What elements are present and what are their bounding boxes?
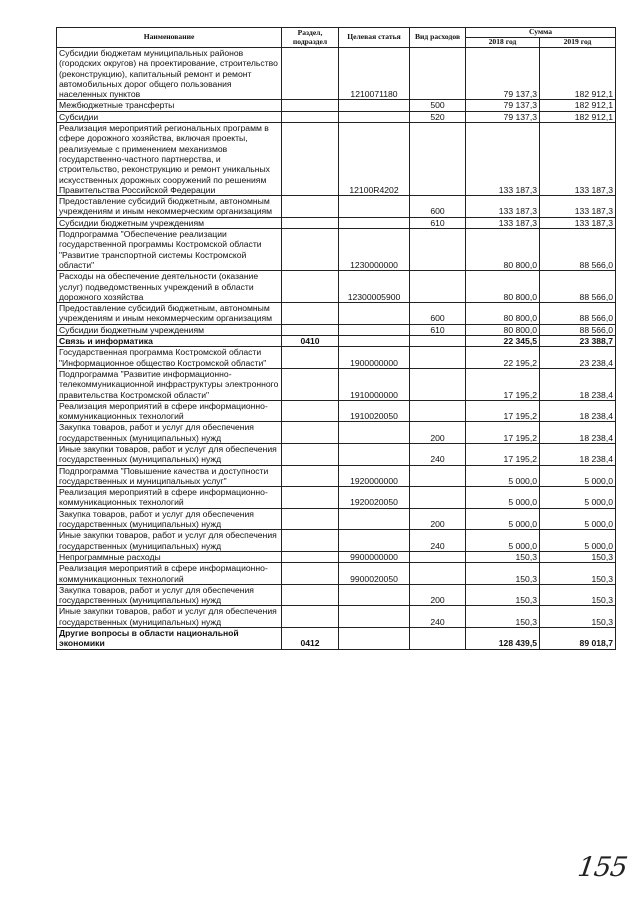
row-sum-2018: 133 187,3	[466, 123, 540, 196]
table-row	[57, 422, 616, 444]
row-expense-type	[410, 563, 466, 585]
table-row	[57, 465, 616, 487]
row-sum-2019: 88 566,0	[540, 229, 616, 271]
row-name: Субсидии	[57, 111, 282, 122]
table-row	[57, 196, 616, 218]
row-expense-type: 240	[410, 530, 466, 552]
row-sum-2019: 18 238,4	[540, 443, 616, 465]
row-expense-type	[410, 48, 466, 100]
row-sum-2019: 182 912,1	[540, 48, 616, 100]
table-row	[57, 443, 616, 465]
row-sum-2018: 79 137,3	[466, 111, 540, 122]
row-section	[282, 196, 339, 218]
table-row	[57, 508, 616, 530]
row-expense-type: 200	[410, 508, 466, 530]
table-header	[57, 28, 616, 48]
row-section	[282, 48, 339, 100]
row-expense-type: 610	[410, 324, 466, 335]
row-section	[282, 530, 339, 552]
header-section: Раздел, подраздел	[282, 28, 339, 48]
table-row	[57, 368, 616, 400]
row-section	[282, 347, 339, 369]
row-name: Связь и информатика	[57, 336, 282, 347]
row-name: Другие вопросы в области национальной экономики	[57, 628, 282, 650]
row-sum-2019: 18 238,4	[540, 368, 616, 400]
row-expense-type: 610	[410, 217, 466, 228]
row-sum-2018: 80 800,0	[466, 229, 540, 271]
row-sum-2019: 182 912,1	[540, 100, 616, 111]
row-sum-2019: 133 187,3	[540, 123, 616, 196]
row-sum-2019: 5 000,0	[540, 465, 616, 487]
table-body	[57, 48, 616, 650]
row-sum-2019: 23 238,4	[540, 347, 616, 369]
row-section	[282, 400, 339, 422]
row-target-article: 1230000000	[339, 229, 410, 271]
row-target-article	[339, 111, 410, 122]
page-number: 155	[575, 852, 629, 883]
header-name: Наименование	[57, 28, 282, 48]
row-section	[282, 443, 339, 465]
budget-table	[56, 27, 616, 650]
row-section	[282, 584, 339, 606]
row-sum-2018: 22 195,2	[466, 347, 540, 369]
row-sum-2018: 5 000,0	[466, 530, 540, 552]
row-expense-type	[410, 628, 466, 650]
row-target-article	[339, 584, 410, 606]
table-row	[57, 217, 616, 228]
row-sum-2018: 80 800,0	[466, 324, 540, 335]
row-sum-2018: 79 137,3	[466, 48, 540, 100]
row-sum-2019: 150,3	[540, 584, 616, 606]
table-row	[57, 487, 616, 509]
row-name: Расходы на обеспечение деятельности (оказание услуг) подведомственных учреждений в области дорожного хозяйства	[57, 271, 282, 303]
row-name: Реализация мероприятий в сфере информационно-коммуникационных технологий	[57, 487, 282, 509]
row-section	[282, 123, 339, 196]
row-sum-2019: 18 238,4	[540, 422, 616, 444]
row-target-article	[339, 217, 410, 228]
table-row	[57, 111, 616, 122]
row-section	[282, 465, 339, 487]
row-target-article: 1920000000	[339, 465, 410, 487]
header-year-2019: 2019 год	[540, 38, 616, 48]
header-article: Целевая статья	[339, 28, 410, 48]
row-section	[282, 229, 339, 271]
row-target-article	[339, 303, 410, 325]
row-target-article: 1910000000	[339, 368, 410, 400]
row-target-article: 9900020050	[339, 563, 410, 585]
row-name: Субсидии бюджетам муниципальных районов (городских округов) на проектирование, строительство (реконструкцию), капитальный ремонт и ремонт автомобильных дорог общего пользования населенных пунктов	[57, 48, 282, 100]
table-row	[57, 123, 616, 196]
row-sum-2019: 88 566,0	[540, 271, 616, 303]
row-sum-2018: 5 000,0	[466, 508, 540, 530]
row-section	[282, 487, 339, 509]
row-expense-type	[410, 400, 466, 422]
row-sum-2018: 80 800,0	[466, 303, 540, 325]
row-sum-2018: 17 195,2	[466, 400, 540, 422]
row-expense-type: 600	[410, 303, 466, 325]
table-row	[57, 271, 616, 303]
row-sum-2018: 133 187,3	[466, 196, 540, 218]
row-sum-2019: 150,3	[540, 606, 616, 628]
row-expense-type: 520	[410, 111, 466, 122]
row-expense-type: 500	[410, 100, 466, 111]
row-name: Закупка товаров, работ и услуг для обеспечения государственных (муниципальных) нужд	[57, 584, 282, 606]
row-sum-2018: 17 195,2	[466, 443, 540, 465]
row-name: Реализация мероприятий региональных программ в сфере дорожного хозяйства, включая проекты, реализуемые с применением механизмов государственно-частного партнерства, и строительство, реконструкцию и ремонт уникальных искусственных дорожных сооружений по решениям Правительства Российской Федерации	[57, 123, 282, 196]
row-expense-type	[410, 487, 466, 509]
row-sum-2018: 22 345,5	[466, 336, 540, 347]
row-sum-2019: 182 912,1	[540, 111, 616, 122]
table-row	[57, 229, 616, 271]
row-expense-type	[410, 336, 466, 347]
row-name: Иные закупки товаров, работ и услуг для обеспечения государственных (муниципальных) нужд	[57, 606, 282, 628]
row-target-article	[339, 628, 410, 650]
row-name: Подпрограмма "Обеспечение реализации государственной программы Костромской области "Развитие транспортной системы Костромской области"	[57, 229, 282, 271]
table-row	[57, 48, 616, 100]
row-sum-2019: 133 187,3	[540, 196, 616, 218]
row-expense-type	[410, 123, 466, 196]
row-target-article	[339, 324, 410, 335]
row-sum-2018: 79 137,3	[466, 100, 540, 111]
table-row	[57, 551, 616, 562]
row-target-article	[339, 606, 410, 628]
header-expense: Вид расходов	[410, 28, 466, 48]
row-section	[282, 217, 339, 228]
row-name: Реализация мероприятий в сфере информационно-коммуникационных технологий	[57, 563, 282, 585]
row-name: Предоставление субсидий бюджетным, автономным учреждениям и иным некоммерческим организациям	[57, 196, 282, 218]
row-sum-2019: 88 566,0	[540, 303, 616, 325]
row-section	[282, 111, 339, 122]
row-target-article: 1910020050	[339, 400, 410, 422]
row-sum-2018: 150,3	[466, 563, 540, 585]
row-sum-2019: 5 000,0	[540, 508, 616, 530]
row-expense-type: 200	[410, 422, 466, 444]
row-sum-2019: 150,3	[540, 563, 616, 585]
row-name: Субсидии бюджетным учреждениям	[57, 217, 282, 228]
row-expense-type: 600	[410, 196, 466, 218]
row-name: Подпрограмма "Повышение качества и доступности государственных и муниципальных услуг"	[57, 465, 282, 487]
row-sum-2019: 88 566,0	[540, 324, 616, 335]
table-row	[57, 628, 616, 650]
table-row	[57, 584, 616, 606]
header-year-2018: 2018 год	[466, 38, 540, 48]
row-sum-2018: 5 000,0	[466, 487, 540, 509]
row-expense-type	[410, 465, 466, 487]
header-sum: Сумма	[466, 28, 616, 38]
row-name: Подпрограмма "Развитие информационно-телекоммуникационной инфраструктуры электронного правительства Костромской области"	[57, 368, 282, 400]
row-sum-2019: 18 238,4	[540, 400, 616, 422]
row-sum-2018: 17 195,2	[466, 368, 540, 400]
row-name: Субсидии бюджетным учреждениям	[57, 324, 282, 335]
row-target-article	[339, 530, 410, 552]
row-sum-2019: 5 000,0	[540, 487, 616, 509]
row-section	[282, 368, 339, 400]
row-name: Закупка товаров, работ и услуг для обеспечения государственных (муниципальных) нужд	[57, 422, 282, 444]
row-target-article	[339, 196, 410, 218]
row-sum-2019: 150,3	[540, 551, 616, 562]
row-target-article	[339, 422, 410, 444]
row-sum-2019: 23 388,7	[540, 336, 616, 347]
row-expense-type	[410, 551, 466, 562]
row-sum-2018: 5 000,0	[466, 465, 540, 487]
row-target-article: 9900000000	[339, 551, 410, 562]
row-expense-type	[410, 271, 466, 303]
row-name: Иные закупки товаров, работ и услуг для обеспечения государственных (муниципальных) нужд	[57, 443, 282, 465]
row-sum-2018: 128 439,5	[466, 628, 540, 650]
row-sum-2018: 150,3	[466, 584, 540, 606]
table-row	[57, 530, 616, 552]
row-expense-type	[410, 368, 466, 400]
row-target-article	[339, 508, 410, 530]
table-row	[57, 606, 616, 628]
row-expense-type: 200	[410, 584, 466, 606]
row-target-article	[339, 336, 410, 347]
row-sum-2018: 17 195,2	[466, 422, 540, 444]
row-expense-type	[410, 347, 466, 369]
row-section	[282, 271, 339, 303]
table-row	[57, 347, 616, 369]
row-target-article: 1900000000	[339, 347, 410, 369]
row-sum-2018: 150,3	[466, 606, 540, 628]
row-name: Государственная программа Костромской области "Информационное общество Костромской области"	[57, 347, 282, 369]
table-row	[57, 563, 616, 585]
row-target-article	[339, 100, 410, 111]
row-expense-type: 240	[410, 443, 466, 465]
row-target-article: 1920020050	[339, 487, 410, 509]
table-row	[57, 303, 616, 325]
row-name: Непрограммные расходы	[57, 551, 282, 562]
row-name: Иные закупки товаров, работ и услуг для обеспечения государственных (муниципальных) нужд	[57, 530, 282, 552]
table-row	[57, 100, 616, 111]
row-section	[282, 324, 339, 335]
row-section: 0412	[282, 628, 339, 650]
row-sum-2018: 133 187,3	[466, 217, 540, 228]
row-target-article: 1210071180	[339, 48, 410, 100]
row-name: Реализация мероприятий в сфере информационно-коммуникационных технологий	[57, 400, 282, 422]
row-section	[282, 100, 339, 111]
row-name: Межбюджетные трансферты	[57, 100, 282, 111]
row-sum-2018: 80 800,0	[466, 271, 540, 303]
row-section	[282, 422, 339, 444]
row-sum-2019: 133 187,3	[540, 217, 616, 228]
row-expense-type	[410, 229, 466, 271]
row-section	[282, 303, 339, 325]
row-target-article: 12300005900	[339, 271, 410, 303]
row-expense-type: 240	[410, 606, 466, 628]
row-section	[282, 508, 339, 530]
row-section: 0410	[282, 336, 339, 347]
row-target-article	[339, 443, 410, 465]
table-row	[57, 324, 616, 335]
row-name: Предоставление субсидий бюджетным, автономным учреждениям и иным некоммерческим организациям	[57, 303, 282, 325]
row-sum-2019: 5 000,0	[540, 530, 616, 552]
table-row	[57, 400, 616, 422]
row-name: Закупка товаров, работ и услуг для обеспечения государственных (муниципальных) нужд	[57, 508, 282, 530]
row-section	[282, 563, 339, 585]
row-section	[282, 606, 339, 628]
row-sum-2019: 89 018,7	[540, 628, 616, 650]
row-sum-2018: 150,3	[466, 551, 540, 562]
row-target-article: 12100R4202	[339, 123, 410, 196]
row-section	[282, 551, 339, 562]
table-row	[57, 336, 616, 347]
